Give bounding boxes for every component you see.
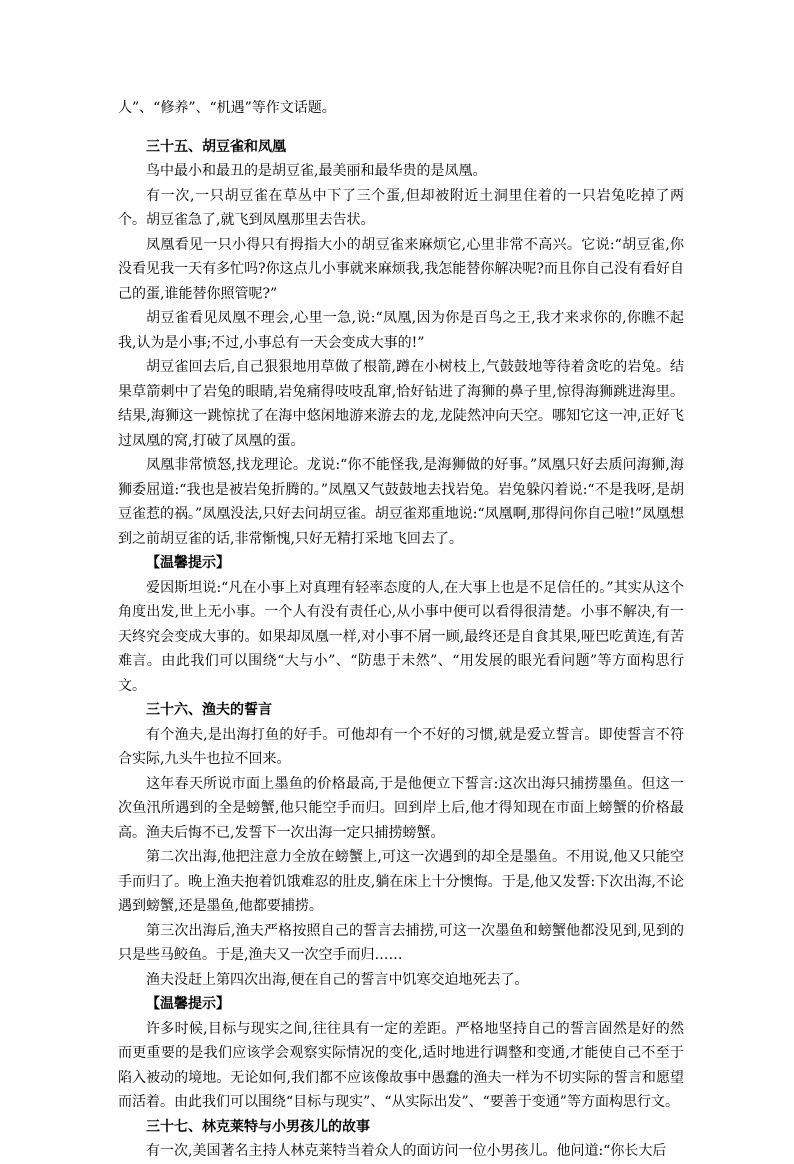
paragraph: 有一次,美国著名主持人林克莱特当着众人的面访问一位小男孩儿。他问道:“你长大后 (146, 1143, 667, 1159)
tip-label: 【温馨提示】 (146, 555, 230, 571)
paragraph: 胡豆雀回去后,自己狠狠地用草做了根箭,蹲在小树枝上,气鼓鼓地等待着贪吃的岩兔。结果草箭刺中了岩兔的眼睛,岩兔痛得吱吱乱窜,恰好钻进了海狮的鼻子里,惊得海狮跳进海里。结果,海狮这一跳惊扰了在海中悠闲地游来游去的龙,龙陡然冲向天空。哪知它这一冲,正好飞过凤凰的窝,打破了凤凰的蛋。 (118, 359, 684, 449)
paragraph: 这年春天所说市面上墨鱼的价格最高,于是他便立下誓言:这次出海只捕捞墨鱼。但这一次鱼汛所遇到的全是螃蟹,他只能空手而归。回到岸上后,他才得知现在市面上螃蟹的价格最高。渔夫后悔不已,发誓下一次出海一定只捕捞螃蟹。 (118, 775, 684, 841)
paragraph: 鸟中最小和最丑的是胡豆雀,最美丽和最华贵的是凤凰。 (146, 163, 487, 179)
paragraph: 有一次,一只胡豆雀在草丛中下了三个蛋,但却被附近土洞里住着的一只岩兔吃掉了两个。胡豆雀急了,就飞到凤凰那里去告状。 (118, 187, 684, 228)
paragraph: 渔夫没赶上第四次出海,便在自己的誓言中饥寒交迫地死去了。 (146, 971, 529, 988)
document-page (118, 96, 684, 1164)
paragraph: 爱因斯坦说:“凡在小事上对真理有轻率态度的人,在大事上也是不足信任的。”其实从这个角度出发,世上无小事。一个人有没有责任心,从小事中便可以看得很清楚。小事不解决,有一天终究会变成大事的。如果却凤凰一样,对小事不屑一顾,最终还是自食其果,哑巴吃黄连,有苦难言。由此我们可以围绕“大与小”、“防患于未然”、“用发展的眼光看问题”等方面构思行文。 (118, 579, 684, 694)
section-heading: 三十六、渔夫的誓言 (146, 702, 272, 718)
paragraph: 人”、“修养”、“机遇”等作文话题。 (118, 100, 336, 116)
section-heading: 三十五、胡豆雀和凤凰 (146, 138, 286, 155)
tip-label: 【温馨提示】 (146, 996, 230, 1012)
paragraph: 凤凰非常愤怒,找龙理论。龙说:“你不能怪我,是海狮做的好事。”凤凰只好去质问海狮,海狮委屈道:“我也是被岩兔折腾的。”凤凰又气鼓鼓地去找岩兔。岩兔躲闪着说:“不是我呀,是胡豆雀惹的祸。”凤凰没法,只好去问胡豆雀。胡豆雀郑重地说:“凤凰啊,那得问你自己啦!”凤凰想到之前胡豆雀的话,非常惭愧,只好无精打采地飞回去了。 (118, 457, 684, 547)
paragraph: 许多时候,目标与现实之间,往往具有一定的差距。严格地坚持自己的誓言固然是好的然而更重要的是我们应该学会观察实际情况的变化,适时地进行调整和变通,才能使自己不至于陷入被动的境地。无论如何,我们都不应该像故事中愚蠢的渔夫一样为不切实际的誓言和愿望而活着。由此我们可以围绕“目标与现实”、“从实际出发”、“要善于变通”等方面构思行文。 (118, 1020, 684, 1110)
section-heading: 三十七、林克莱特与小男孩儿的故事 (146, 1118, 370, 1135)
paragraph: 凤凰看见一只小得只有拇指大小的胡豆雀来麻烦它,心里非常不高兴。它说:“胡豆雀,你没看见我一天有多忙吗?你这点儿小事就来麻烦我,我怎能替你解决呢?而且你自己没有看好自己的蛋,谁能替你照管呢?” (118, 236, 684, 302)
paragraph: 第三次出海后,渔夫严格按照自己的誓言去捕捞,可这一次墨鱼和螃蟹他都没见到,见到的只是些马鲛鱼。于是,渔夫又一次空手而归…… (118, 922, 684, 963)
paragraph: 胡豆雀看见凤凰不理会,心里一急,说:“凤凰,因为你是百鸟之王,我才来求你的,你瞧不起我,认为是小事;不过,小事总有一天会变成大事的!” (118, 310, 684, 351)
paragraph: 有个渔夫,是出海打鱼的好手。可他却有一个不好的习惯,就是爱立誓言。即使誓言不符合实际,九头牛也拉不回来。 (118, 726, 684, 767)
paragraph: 第二次出海,他把注意力全放在螃蟹上,可这一次遇到的却全是墨鱼。不用说,他又只能空手而归了。晚上渔夫抱着饥饿难忍的肚皮,躺在床上十分懊悔。于是,他又发誓:下次出海,不论遇到螃蟹,还是墨鱼,他都要捕捞。 (118, 849, 684, 914)
